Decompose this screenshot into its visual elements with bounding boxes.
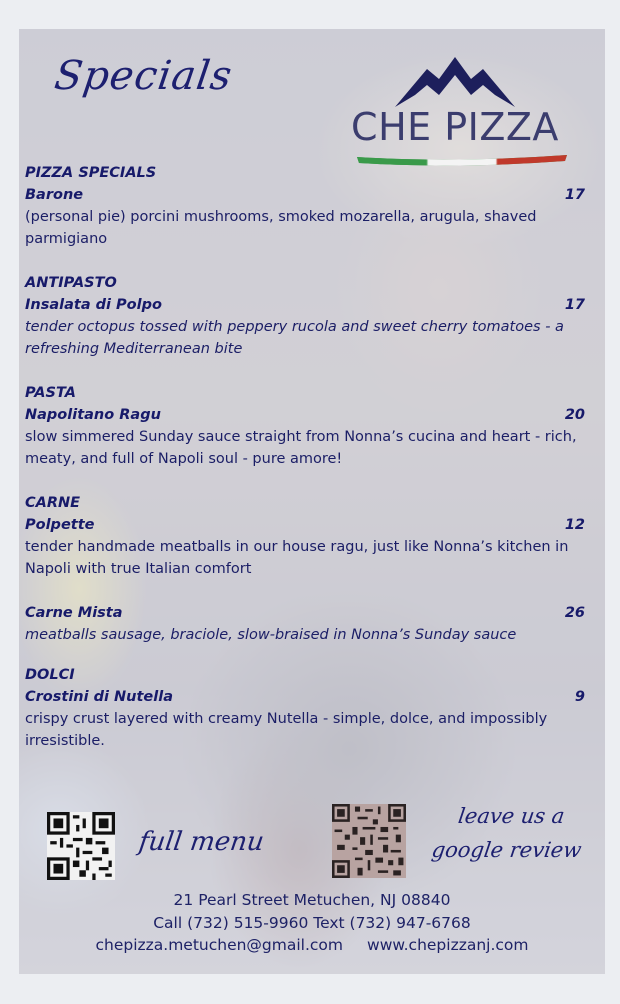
menu-section-pizza (25, 162, 589, 250)
google-review-label (424, 799, 594, 867)
item-description: tender handmade meatballs in our house ragu, just like Nonna’s kitchen in Napoli with true Italian comfort (25, 539, 569, 577)
website-link[interactable]: www.chepizzanj.com (367, 936, 529, 954)
menu-section-carne (25, 492, 589, 580)
menu-section-antipasto (25, 272, 589, 360)
menu-section-dolci (25, 664, 589, 752)
phone-text: Call (732) 515-9960 Text (732) 947-6768 (153, 913, 471, 932)
review-line-1: leave us a (456, 804, 567, 828)
contact-info (19, 889, 605, 957)
item-name: Crostini di Nutella (25, 689, 173, 705)
item-name: Carne Mista (25, 605, 123, 621)
menu-item-row (25, 514, 589, 536)
menu-item-row (25, 294, 589, 316)
review-line-2: google review (430, 838, 584, 862)
category-title: PIZZA SPECIALS (25, 165, 157, 181)
full-menu-label: full menu (136, 827, 266, 857)
specials-menu (25, 162, 589, 774)
menu-section-pasta (25, 382, 589, 470)
email-website-row (19, 934, 605, 957)
item-description: meatballs sausage, braciole, slow-braised in Nonna’s Sunday sauce (25, 627, 517, 643)
category-title: DOLCI (25, 667, 75, 683)
item-price: 12 (564, 517, 585, 533)
address-text: 21 Pearl Street Metuchen, NJ 08840 (173, 891, 451, 909)
item-name: Polpette (25, 517, 95, 533)
item-description: (personal pie) porcini mushrooms, smoked mozarella, arugula, shaved parmigiano (25, 209, 537, 247)
item-name: Barone (25, 187, 84, 203)
item-price: 9 (574, 689, 585, 705)
category-title: ANTIPASTO (25, 275, 117, 291)
specials-title: Specials (51, 53, 236, 99)
menu-item-row (25, 602, 589, 624)
che-pizza-logo (335, 45, 575, 175)
email-link[interactable]: chepizza.metuchen@gmail.com (95, 936, 344, 954)
category-title: CARNE (25, 495, 81, 511)
item-description: crispy crust layered with creamy Nutella - simple, dolce, and impossibly irresistible. (25, 711, 548, 749)
item-price: 20 (564, 407, 585, 423)
item-name: Napolitano Ragu (25, 407, 161, 423)
item-description: tender octopus tossed with peppery rucola and sweet cherry tomatoes - a refreshing Mediterranean bite (25, 319, 564, 357)
google-review-qr-code[interactable] (332, 804, 406, 878)
item-price: 26 (564, 605, 585, 621)
item-name: Insalata di Polpo (25, 297, 162, 313)
item-price: 17 (564, 297, 585, 313)
category-title: PASTA (25, 385, 76, 401)
item-price: 17 (564, 187, 585, 203)
logo-wordmark: CHE PIZZA (351, 105, 559, 149)
menu-item-row (25, 686, 589, 708)
menu-section-carne-mista (25, 602, 589, 646)
menu-item-row (25, 184, 589, 206)
specials-flyer (19, 29, 605, 974)
item-description: slow simmered Sunday sauce straight from Nonna’s cucina and heart - rich, meaty, and full of Napoli soul - pure amore! (25, 429, 577, 467)
full-menu-qr-code[interactable] (47, 812, 115, 880)
menu-item-row (25, 404, 589, 426)
